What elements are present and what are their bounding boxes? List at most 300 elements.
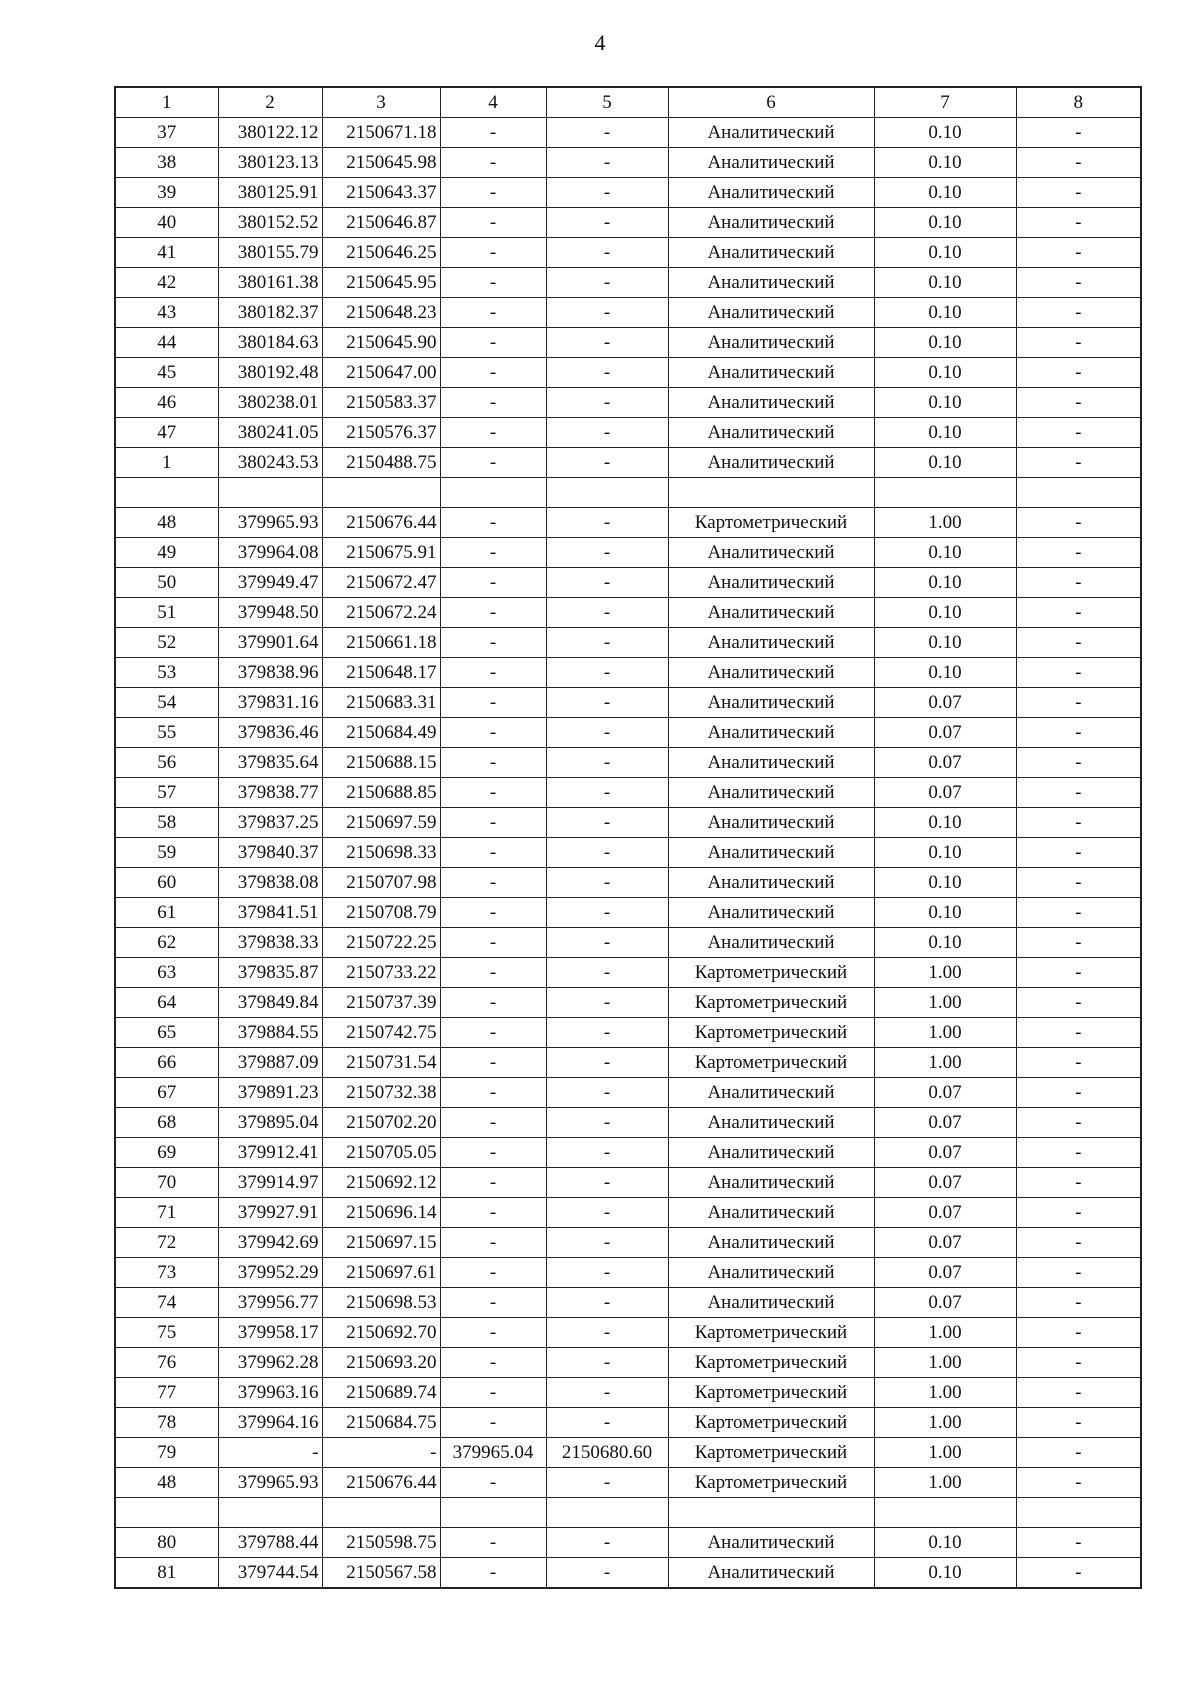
table-cell: - xyxy=(1016,568,1141,598)
table-cell: 379948.50 xyxy=(218,598,322,628)
table-cell: 2150675.91 xyxy=(322,538,440,568)
table-cell: 2150742.75 xyxy=(322,1018,440,1048)
table-cell: 379838.33 xyxy=(218,928,322,958)
coordinates-table xyxy=(114,86,1142,1589)
table-cell: 46 xyxy=(115,388,218,418)
table-cell: 1.00 xyxy=(874,958,1016,988)
table-cell: - xyxy=(546,448,668,478)
table-cell: 379838.08 xyxy=(218,868,322,898)
table-cell: 1.00 xyxy=(874,1438,1016,1468)
table-cell: 0.10 xyxy=(874,118,1016,148)
table-cell: - xyxy=(546,598,668,628)
table-cell: - xyxy=(1016,298,1141,328)
table-cell: 72 xyxy=(115,1228,218,1258)
table-cell: 0.07 xyxy=(874,1168,1016,1198)
table-cell: 0.10 xyxy=(874,328,1016,358)
table-row xyxy=(115,148,1141,178)
table-row xyxy=(115,238,1141,268)
table-row xyxy=(115,1048,1141,1078)
table-cell: 2150692.70 xyxy=(322,1318,440,1348)
table-cell: 0.10 xyxy=(874,298,1016,328)
table-cell: - xyxy=(546,958,668,988)
table-cell: Аналитический xyxy=(668,388,874,418)
table-row xyxy=(115,628,1141,658)
table-cell xyxy=(440,478,546,508)
table-cell: 0.07 xyxy=(874,1198,1016,1228)
table-cell: - xyxy=(1016,1078,1141,1108)
table-cell: 379956.77 xyxy=(218,1288,322,1318)
table-cell: Аналитический xyxy=(668,238,874,268)
table-cell: 379891.23 xyxy=(218,1078,322,1108)
column-header: 8 xyxy=(1016,87,1141,118)
table-cell: - xyxy=(546,718,668,748)
table-cell: Аналитический xyxy=(668,418,874,448)
table-cell: - xyxy=(440,898,546,928)
table-cell xyxy=(218,478,322,508)
table-cell: 0.07 xyxy=(874,718,1016,748)
table-cell: 53 xyxy=(115,658,218,688)
table-cell: Аналитический xyxy=(668,178,874,208)
table-cell: 379914.97 xyxy=(218,1168,322,1198)
table-cell: 0.10 xyxy=(874,448,1016,478)
table-cell: - xyxy=(440,298,546,328)
table-cell: - xyxy=(546,1348,668,1378)
table-cell: - xyxy=(1016,508,1141,538)
table-cell: 380123.13 xyxy=(218,148,322,178)
table-cell: - xyxy=(1016,988,1141,1018)
table-cell xyxy=(115,478,218,508)
table-cell: - xyxy=(440,1228,546,1258)
table-row xyxy=(115,898,1141,928)
table-cell: 2150676.44 xyxy=(322,508,440,538)
table-cell: - xyxy=(1016,1168,1141,1198)
table-cell: 39 xyxy=(115,178,218,208)
table-cell: - xyxy=(546,898,668,928)
table-cell: 2150647.00 xyxy=(322,358,440,388)
table-cell: Картометрический xyxy=(668,1408,874,1438)
table-cell: Картометрический xyxy=(668,1438,874,1468)
table-cell: - xyxy=(440,208,546,238)
table-cell: Аналитический xyxy=(668,1258,874,1288)
table-row xyxy=(115,1408,1141,1438)
table-cell: - xyxy=(546,418,668,448)
table-cell: 0.10 xyxy=(874,388,1016,418)
table-row xyxy=(115,1228,1141,1258)
table-cell: 2150692.12 xyxy=(322,1168,440,1198)
table-cell: - xyxy=(440,1048,546,1078)
table-cell: 0.10 xyxy=(874,808,1016,838)
table-cell: Аналитический xyxy=(668,808,874,838)
table-cell: Аналитический xyxy=(668,358,874,388)
table-cell: - xyxy=(546,268,668,298)
table-cell: 0.07 xyxy=(874,1288,1016,1318)
table-cell: 379887.09 xyxy=(218,1048,322,1078)
table-cell: Аналитический xyxy=(668,148,874,178)
table-cell: - xyxy=(440,238,546,268)
table-cell: - xyxy=(440,1288,546,1318)
column-header: 7 xyxy=(874,87,1016,118)
table-cell: Аналитический xyxy=(668,1168,874,1198)
table-cell: - xyxy=(546,1228,668,1258)
table-cell: - xyxy=(440,268,546,298)
table-cell: 63 xyxy=(115,958,218,988)
table-cell xyxy=(546,1498,668,1528)
table-cell: 2150684.75 xyxy=(322,1408,440,1438)
table-cell: - xyxy=(440,148,546,178)
table-row xyxy=(115,718,1141,748)
table-row xyxy=(115,538,1141,568)
table-cell: - xyxy=(546,748,668,778)
table-cell: - xyxy=(440,448,546,478)
table-cell: Аналитический xyxy=(668,658,874,688)
table-cell: - xyxy=(1016,1108,1141,1138)
table-cell xyxy=(668,1498,874,1528)
table-cell: 81 xyxy=(115,1558,218,1589)
table-cell: 52 xyxy=(115,628,218,658)
table-cell: - xyxy=(546,1078,668,1108)
table-cell: - xyxy=(1016,1558,1141,1589)
table-cell: Аналитический xyxy=(668,118,874,148)
table-cell: 379965.04 xyxy=(440,1438,546,1468)
table-row xyxy=(115,1438,1141,1468)
table-row xyxy=(115,598,1141,628)
table-cell: 380243.53 xyxy=(218,448,322,478)
table-cell: 0.10 xyxy=(874,868,1016,898)
table-cell: Аналитический xyxy=(668,328,874,358)
table-cell: 0.10 xyxy=(874,658,1016,688)
table-cell: 78 xyxy=(115,1408,218,1438)
table-cell: 2150567.58 xyxy=(322,1558,440,1589)
table-row xyxy=(115,1018,1141,1048)
table-cell: 50 xyxy=(115,568,218,598)
table-cell: Аналитический xyxy=(668,208,874,238)
table-cell: 1 xyxy=(115,448,218,478)
table-cell: 0.07 xyxy=(874,778,1016,808)
table-row xyxy=(115,958,1141,988)
table-cell: - xyxy=(440,598,546,628)
table-cell: - xyxy=(440,688,546,718)
table-cell: 0.07 xyxy=(874,1258,1016,1288)
table-cell: 0.10 xyxy=(874,928,1016,958)
table-cell: 71 xyxy=(115,1198,218,1228)
table-cell xyxy=(546,478,668,508)
table-cell: - xyxy=(440,1258,546,1288)
table-cell: - xyxy=(440,118,546,148)
table-cell: 77 xyxy=(115,1378,218,1408)
table-cell: Аналитический xyxy=(668,778,874,808)
table-cell: 65 xyxy=(115,1018,218,1048)
table-cell: 380152.52 xyxy=(218,208,322,238)
table-cell: - xyxy=(546,148,668,178)
table-cell: - xyxy=(546,1048,668,1078)
table-cell: 380161.38 xyxy=(218,268,322,298)
table-cell: - xyxy=(440,1018,546,1048)
table-cell: 2150648.17 xyxy=(322,658,440,688)
table-row xyxy=(115,748,1141,778)
table-cell: 2150698.53 xyxy=(322,1288,440,1318)
table-cell: - xyxy=(1016,178,1141,208)
table-cell xyxy=(668,478,874,508)
table-cell: 76 xyxy=(115,1348,218,1378)
table-cell: 379949.47 xyxy=(218,568,322,598)
table-row xyxy=(115,388,1141,418)
table-cell: 75 xyxy=(115,1318,218,1348)
table-cell: 2150645.98 xyxy=(322,148,440,178)
table-cell: 0.07 xyxy=(874,1108,1016,1138)
table-cell: - xyxy=(440,808,546,838)
table-cell: Аналитический xyxy=(668,448,874,478)
table-cell: - xyxy=(546,1468,668,1498)
table-cell: 380192.48 xyxy=(218,358,322,388)
table-cell: - xyxy=(440,778,546,808)
table-cell: - xyxy=(1016,778,1141,808)
table-cell: 0.10 xyxy=(874,358,1016,388)
table-cell: - xyxy=(1016,538,1141,568)
table-cell: 41 xyxy=(115,238,218,268)
table-cell: 0.10 xyxy=(874,598,1016,628)
table-cell: 379849.84 xyxy=(218,988,322,1018)
table-cell: - xyxy=(440,1108,546,1138)
table-cell xyxy=(115,1498,218,1528)
table-cell: - xyxy=(1016,1318,1141,1348)
column-header: 5 xyxy=(546,87,668,118)
table-cell: - xyxy=(440,1528,546,1558)
table-cell: - xyxy=(1016,328,1141,358)
table-cell: 80 xyxy=(115,1528,218,1558)
table-cell: 2150488.75 xyxy=(322,448,440,478)
table-row xyxy=(115,1258,1141,1288)
table-row xyxy=(115,1138,1141,1168)
table-cell: 48 xyxy=(115,1468,218,1498)
table-cell: 66 xyxy=(115,1048,218,1078)
table-cell: - xyxy=(546,838,668,868)
table-row xyxy=(115,1168,1141,1198)
table-cell: - xyxy=(1016,1138,1141,1168)
table-cell: 380155.79 xyxy=(218,238,322,268)
table-cell: - xyxy=(440,358,546,388)
table-cell: Аналитический xyxy=(668,598,874,628)
page-number: 4 xyxy=(594,30,606,55)
table-row xyxy=(115,868,1141,898)
table-cell: - xyxy=(1016,868,1141,898)
table-row xyxy=(115,178,1141,208)
table-cell: 0.10 xyxy=(874,898,1016,928)
table-cell: 74 xyxy=(115,1288,218,1318)
table-cell: - xyxy=(546,1558,668,1589)
table-cell: - xyxy=(546,808,668,838)
table-cell: 79 xyxy=(115,1438,218,1468)
table-cell: - xyxy=(440,1138,546,1168)
column-header: 1 xyxy=(115,87,218,118)
table-cell: 37 xyxy=(115,118,218,148)
table-cell: 0.07 xyxy=(874,1228,1016,1258)
table-cell: Аналитический xyxy=(668,1198,874,1228)
table-cell: 73 xyxy=(115,1258,218,1288)
table-cell: 379841.51 xyxy=(218,898,322,928)
table-cell: 60 xyxy=(115,868,218,898)
table-cell: - xyxy=(546,538,668,568)
table-cell: - xyxy=(440,568,546,598)
table-cell: - xyxy=(440,1378,546,1408)
table-row xyxy=(115,688,1141,718)
table-cell: - xyxy=(546,988,668,1018)
table-cell: 379835.64 xyxy=(218,748,322,778)
table-cell: 2150702.20 xyxy=(322,1108,440,1138)
table-cell: 44 xyxy=(115,328,218,358)
table-cell: - xyxy=(546,208,668,238)
table-cell: 0.10 xyxy=(874,238,1016,268)
table-cell: - xyxy=(1016,1378,1141,1408)
table-cell: 1.00 xyxy=(874,988,1016,1018)
table-cell: - xyxy=(440,658,546,688)
table-row xyxy=(115,1318,1141,1348)
table-cell: - xyxy=(440,388,546,418)
table-cell: - xyxy=(546,328,668,358)
table-cell: 2150688.85 xyxy=(322,778,440,808)
table-cell: - xyxy=(218,1438,322,1468)
table-row xyxy=(115,1558,1141,1589)
table-cell: 2150697.15 xyxy=(322,1228,440,1258)
table-cell: 2150676.44 xyxy=(322,1468,440,1498)
table-cell: - xyxy=(546,118,668,148)
table-cell: - xyxy=(440,628,546,658)
table-cell: 2150645.95 xyxy=(322,268,440,298)
table-cell: Картометрический xyxy=(668,1048,874,1078)
table-row xyxy=(115,1198,1141,1228)
table-cell: 379838.77 xyxy=(218,778,322,808)
table-cell: Картометрический xyxy=(668,1378,874,1408)
table-cell: 379901.64 xyxy=(218,628,322,658)
table-cell: 0.07 xyxy=(874,1138,1016,1168)
table-cell: - xyxy=(546,1018,668,1048)
table-cell: 379744.54 xyxy=(218,1558,322,1589)
table-cell: 1.00 xyxy=(874,1408,1016,1438)
table-cell: Аналитический xyxy=(668,1138,874,1168)
table-row xyxy=(115,778,1141,808)
table-row xyxy=(115,298,1141,328)
table-cell: 57 xyxy=(115,778,218,808)
table-cell: Картометрический xyxy=(668,1318,874,1348)
table-cell: 1.00 xyxy=(874,1318,1016,1348)
table-cell: 58 xyxy=(115,808,218,838)
table-cell: - xyxy=(440,1198,546,1228)
table-cell: 380184.63 xyxy=(218,328,322,358)
table-cell xyxy=(874,478,1016,508)
table-cell: - xyxy=(1016,388,1141,418)
table-cell: 2150696.14 xyxy=(322,1198,440,1228)
table-cell: 40 xyxy=(115,208,218,238)
table-cell: - xyxy=(1016,928,1141,958)
table-cell: - xyxy=(1016,748,1141,778)
table-cell: 379942.69 xyxy=(218,1228,322,1258)
table-row xyxy=(115,1378,1141,1408)
table-cell: - xyxy=(440,928,546,958)
table-cell: 70 xyxy=(115,1168,218,1198)
table-cell: 380182.37 xyxy=(218,298,322,328)
table-cell: 379958.17 xyxy=(218,1318,322,1348)
table-cell: 0.07 xyxy=(874,1078,1016,1108)
table-row xyxy=(115,568,1141,598)
table-cell: Аналитический xyxy=(668,1108,874,1138)
table-cell: - xyxy=(546,1528,668,1558)
table-separator-row xyxy=(115,478,1141,508)
table-cell: 379840.37 xyxy=(218,838,322,868)
table-cell: 0.10 xyxy=(874,418,1016,448)
table-cell: - xyxy=(1016,1528,1141,1558)
table-cell: 379962.28 xyxy=(218,1348,322,1378)
table-cell: - xyxy=(1016,688,1141,718)
table-cell: - xyxy=(1016,958,1141,988)
table-cell: 0.10 xyxy=(874,568,1016,598)
table-cell: 379788.44 xyxy=(218,1528,322,1558)
table-cell: - xyxy=(440,178,546,208)
table-cell: - xyxy=(546,658,668,688)
table-cell: - xyxy=(440,328,546,358)
table-cell: 2150731.54 xyxy=(322,1048,440,1078)
table-cell: 0.10 xyxy=(874,1528,1016,1558)
table-cell: Аналитический xyxy=(668,1078,874,1108)
table-row xyxy=(115,1468,1141,1498)
table-row xyxy=(115,1078,1141,1108)
table-cell: - xyxy=(546,298,668,328)
table-cell: 2150688.15 xyxy=(322,748,440,778)
table-cell: - xyxy=(546,508,668,538)
table-cell: - xyxy=(1016,208,1141,238)
table-cell: - xyxy=(546,1108,668,1138)
table-cell: 0.07 xyxy=(874,688,1016,718)
table-cell: 2150708.79 xyxy=(322,898,440,928)
table-cell: - xyxy=(1016,1198,1141,1228)
table-cell: - xyxy=(440,418,546,448)
table-cell: Аналитический xyxy=(668,688,874,718)
table-cell: Аналитический xyxy=(668,1558,874,1589)
table-row xyxy=(115,988,1141,1018)
table-row xyxy=(115,418,1141,448)
table-cell: 2150689.74 xyxy=(322,1378,440,1408)
table-cell: - xyxy=(440,508,546,538)
table-cell: Аналитический xyxy=(668,1228,874,1258)
table-cell: - xyxy=(546,1378,668,1408)
table-cell: - xyxy=(1016,1468,1141,1498)
table-cell: - xyxy=(440,538,546,568)
table-cell: 2150683.31 xyxy=(322,688,440,718)
table-cell: - xyxy=(546,778,668,808)
table-cell: 48 xyxy=(115,508,218,538)
table-cell: - xyxy=(440,1558,546,1589)
table-cell: 2150732.38 xyxy=(322,1078,440,1108)
table-cell: 379965.93 xyxy=(218,508,322,538)
table-cell: - xyxy=(1016,1288,1141,1318)
table-cell: - xyxy=(440,868,546,898)
table-row xyxy=(115,1348,1141,1378)
table-cell: 2150598.75 xyxy=(322,1528,440,1558)
table-cell: - xyxy=(1016,838,1141,868)
table-cell: 0.10 xyxy=(874,268,1016,298)
table-cell: - xyxy=(1016,418,1141,448)
table-cell: - xyxy=(546,1198,668,1228)
table-row xyxy=(115,358,1141,388)
table-cell: 42 xyxy=(115,268,218,298)
table-cell: 0.10 xyxy=(874,538,1016,568)
table-cell: Аналитический xyxy=(668,298,874,328)
table-cell: 51 xyxy=(115,598,218,628)
table-cell: 379964.16 xyxy=(218,1408,322,1438)
table-cell: - xyxy=(546,568,668,598)
table-cell: Аналитический xyxy=(668,1528,874,1558)
table-row xyxy=(115,1108,1141,1138)
table-cell xyxy=(1016,1498,1141,1528)
table-row xyxy=(115,448,1141,478)
